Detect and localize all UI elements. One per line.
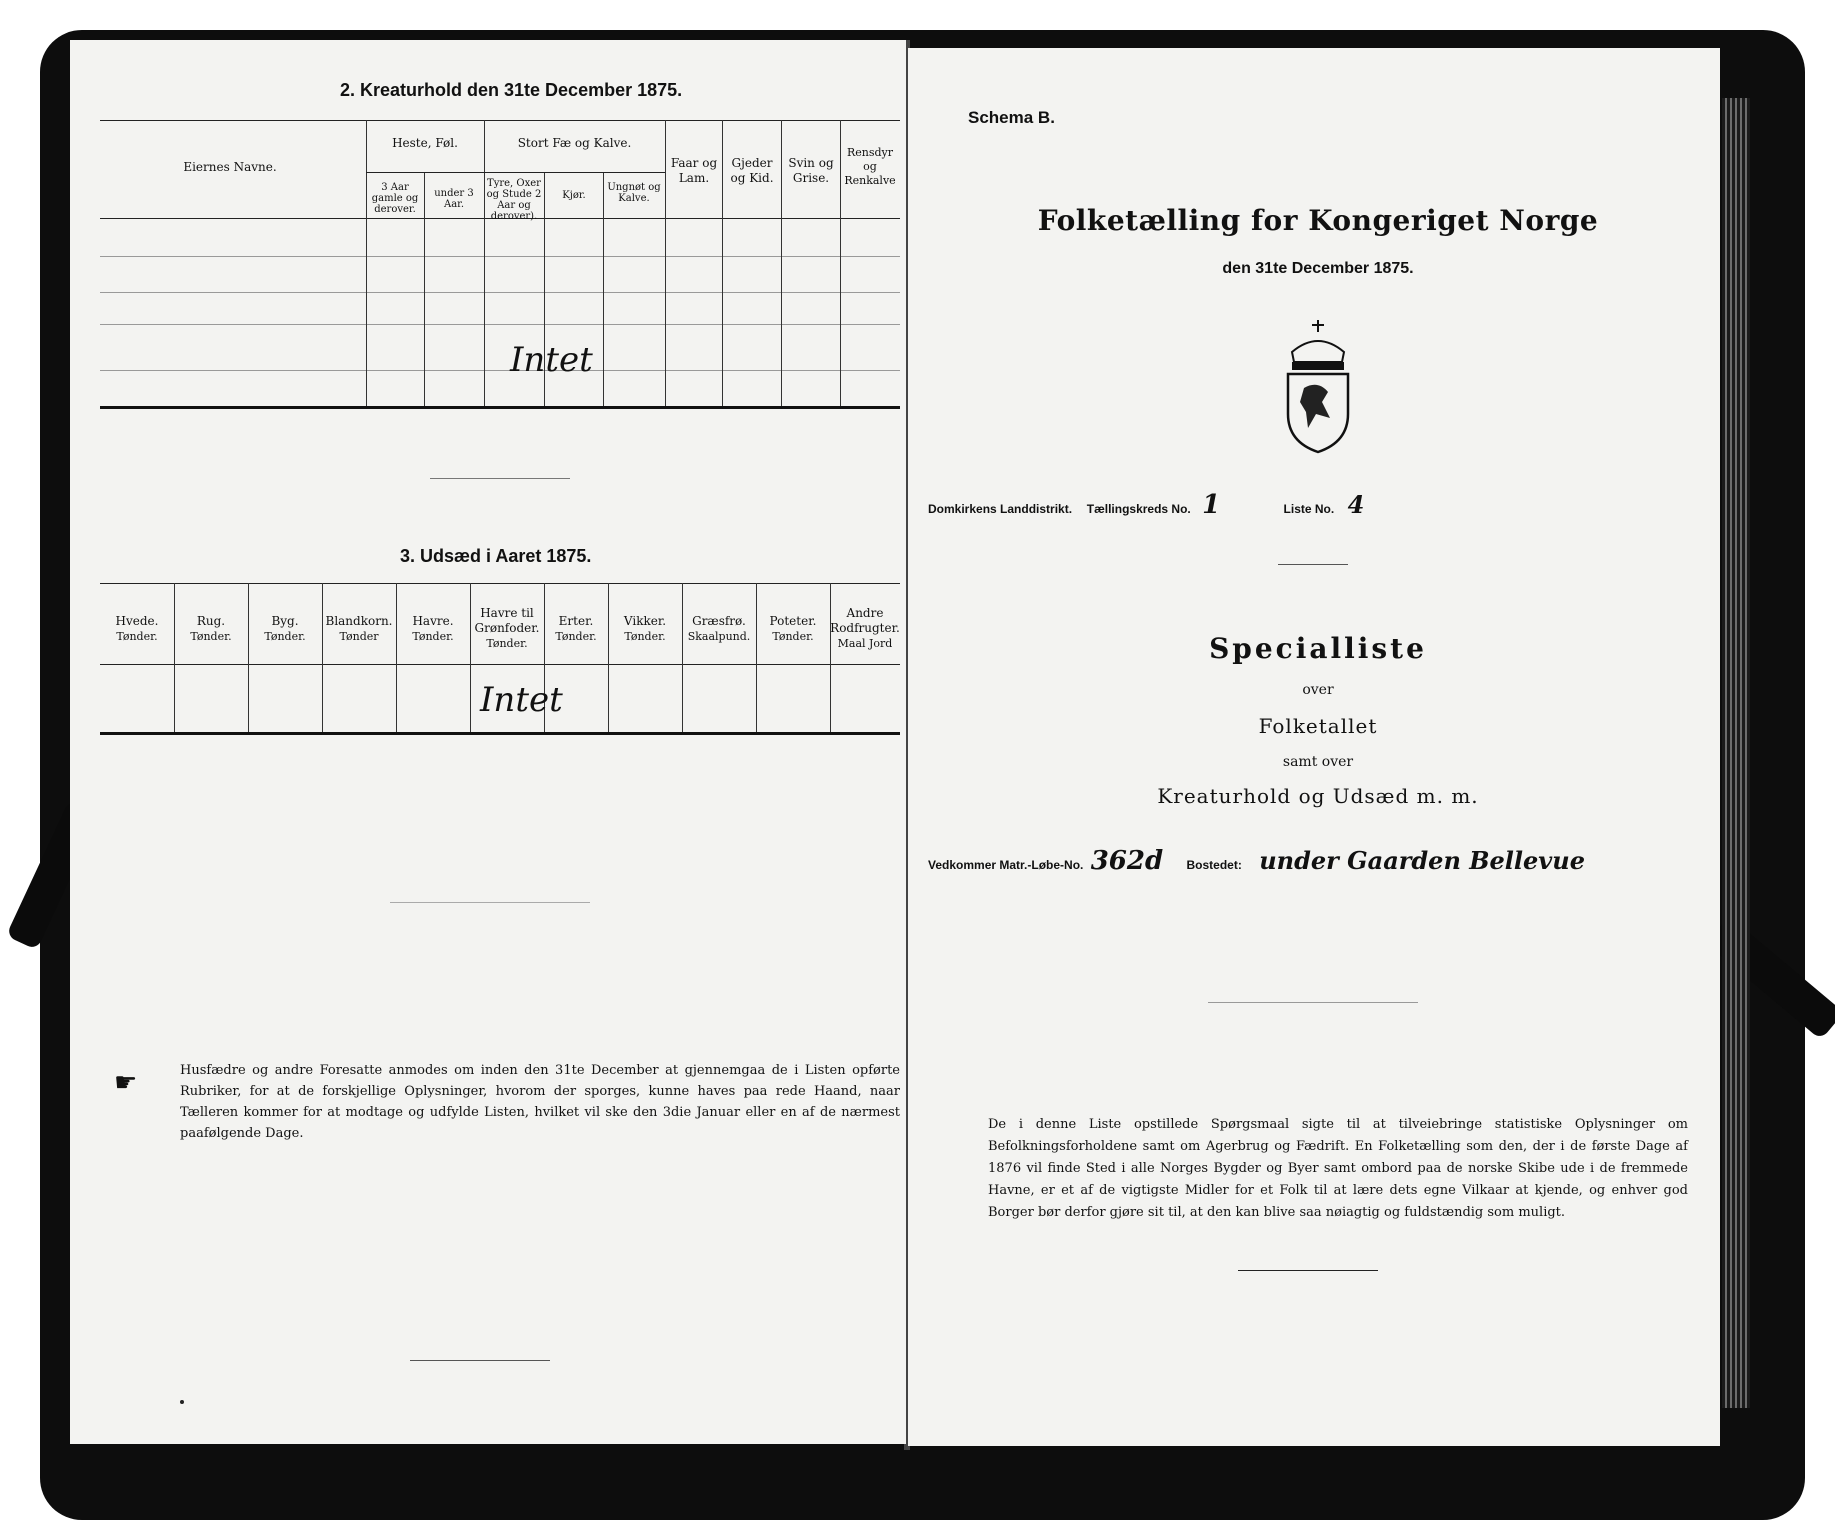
seed-col-0: Hvede. Tønder. bbox=[115, 614, 159, 643]
folketallet-text: Folketallet bbox=[1258, 714, 1378, 738]
specialliste-title: Specialliste bbox=[1209, 632, 1427, 665]
seed-col-3: Blandkorn. Tønder bbox=[325, 614, 393, 643]
right-page bbox=[908, 48, 1720, 1446]
horses-sub2: under 3 Aar. bbox=[434, 188, 474, 210]
dot-mark bbox=[180, 1400, 184, 1404]
cattle-sub2: Kjør. bbox=[562, 190, 586, 201]
samt-over-text: samt over bbox=[1282, 754, 1354, 770]
page-edges bbox=[1722, 98, 1750, 1408]
seed-col-7: Vikker. Tønder. bbox=[623, 614, 667, 643]
bosted-value: under Gaarden Bellevue bbox=[1259, 846, 1585, 875]
seed-entry: Intet bbox=[480, 680, 563, 720]
matr-value: 362d bbox=[1090, 846, 1164, 876]
goats-header: Gjeder og Kid. bbox=[730, 156, 774, 185]
district-label: Domkirkens Landdistrikt. bbox=[928, 502, 1073, 516]
district-line bbox=[928, 490, 1708, 520]
kreaturhold-text: Kreaturhold og Udsæd m. m. bbox=[1157, 784, 1479, 808]
schema-label: Schema B. bbox=[968, 108, 1055, 127]
census-date: den 31te December 1875. bbox=[1222, 260, 1414, 277]
owner-header: Eiernes Navne. bbox=[183, 160, 277, 174]
cattle-header: Stort Fæ og Kalve. bbox=[517, 136, 632, 150]
seed-col-5: Havre til Grønfoder. Tønder. bbox=[474, 606, 540, 650]
list-label: Liste No. bbox=[1283, 502, 1335, 516]
over-text: over bbox=[1302, 682, 1334, 698]
matr-label: Vedkommer Matr.-Løbe-No. bbox=[928, 858, 1084, 872]
list-value: 4 bbox=[1347, 490, 1365, 519]
seed-col-10: Andre Rodfrugter. Maal Jord bbox=[830, 606, 900, 650]
notice-text: Husfædre og andre Foresatte anmodes om inden den 31te December at gjennemgaa de i Listen opførte Rubriker, for at de forskjellige Oplysninger, hvorom der sporges, kunne haves paa rede Haand, naar Tælleren kommer for at modtage og udfylde Listen, hvilket vil ske den 3die Januar eller en af de nærmest paafølgende Dage. bbox=[180, 1063, 900, 1141]
left-page bbox=[70, 40, 906, 1444]
horses-header: Heste, Føl. bbox=[392, 136, 458, 150]
seed-title: 3. Udsæd i Aaret 1875. bbox=[400, 546, 592, 566]
seed-col-1: Rug. Tønder. bbox=[190, 614, 232, 643]
livestock-title: 2. Kreaturhold den 31te December 1875. bbox=[340, 80, 683, 100]
seed-col-2: Byg. Tønder. bbox=[264, 614, 306, 643]
cattle-sub1: Tyre, Oxer og Stude 2 Aar og derover). bbox=[486, 178, 542, 222]
sheep-header: Faar og Lam. bbox=[670, 156, 718, 185]
tally-label: Tællingskreds No. bbox=[1086, 502, 1191, 516]
seed-col-9: Poteter. Tønder. bbox=[769, 614, 817, 643]
main-title: Folketælling for Kongeriget Norge bbox=[1037, 204, 1599, 237]
matr-line bbox=[928, 846, 1718, 876]
pointing-hand-icon: ☛ bbox=[114, 1068, 138, 1098]
seed-col-8: Græsfrø. Skaalpund. bbox=[687, 614, 751, 643]
tally-value: 1 bbox=[1202, 490, 1221, 520]
pigs-header: Svin og Grise. bbox=[788, 156, 834, 185]
bosted-label: Bostedet: bbox=[1186, 858, 1242, 872]
seed-col-6: Erter. Tønder. bbox=[555, 614, 597, 643]
reindeer-header: Rensdyr og Renkalve bbox=[844, 146, 896, 187]
seed-col-4: Havre. Tønder. bbox=[412, 614, 454, 643]
norway-coat-of-arms bbox=[1270, 318, 1366, 454]
livestock-entry: Intet bbox=[510, 340, 593, 380]
cattle-sub3: Ungnøt og Kalve. bbox=[607, 182, 661, 204]
horses-sub1: 3 Aar gamle og derover. bbox=[371, 182, 419, 215]
footer-text: De i denne Liste opstillede Spørgsmaal sigte til at tilveiebringe statistiske Oplysninger om Befolkningsforholdene samt om Agerbrug og Fædrift. En Folketælling som den, der i de første Dage af 1876 vil finde Sted i alle Norges Bygder og Byer samt ombord paa de norske Skibe ude i de fremmede Havne, er et af de vigtigste Midler for et Folk til at lære dets egne Vilkaar at kjende, og enhver god Borger bør derfor gjøre sit til, at den kan blive saa nøiagtig og fuldstændig som muligt. bbox=[988, 1117, 1688, 1220]
